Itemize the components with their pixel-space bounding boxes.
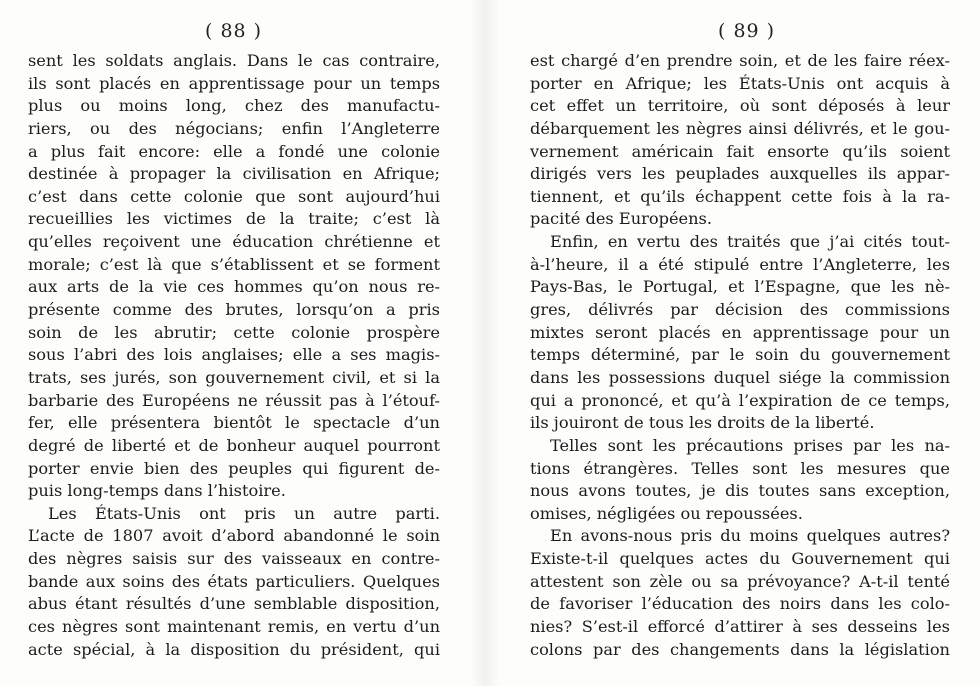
text-line: abus étant résultés d’une semblable disposition, [28,594,440,614]
text-line: dans les possessions duquel siége la commission [530,367,950,387]
text-line: gres, délivrés par décision des commissions [530,300,950,320]
text-line: recueillies les victimes de la traite; c’est là [28,209,440,229]
right-page-text [530,50,950,661]
text-line: a plus fait encore: elle a fondé une colonie [28,141,440,161]
text-line: porter envie bien des peuples qui figurent de- [28,458,440,478]
text-line: qu’elles reçoivent une éducation chrétienne et [28,232,440,252]
text-line: mixtes seront placés en apprentissage pour un [530,322,950,342]
text-line: sent les soldats anglais. Dans le cas contraire, [28,51,440,70]
text-line: colons par des changements dans la législation [530,639,950,659]
text-line: cet effet un territoire, où sont déposés à leur [530,96,950,116]
text-line: plus ou moins long, chez des manufactu- [28,96,440,116]
text-line: bande aux soins des états particuliers. Quelques [28,571,440,591]
page-number-88: ( 88 ) [205,20,263,42]
text-line: fer, elle présentera bientôt le spectacle d’un [28,413,440,433]
text-line: qui a prononcé, et qu’à l’expiration de ce temps, [530,390,950,410]
left-page [0,0,470,686]
text-line: tions étrangères. Telles sont les mesures que [530,458,950,478]
right-page [500,0,980,686]
text-line: dirigés vers les peuplades auxquelles ils appar- [530,164,950,184]
text-line: de favoriser l’éducation des noirs dans les colo- [530,594,950,614]
text-line: aux arts de la vie ces hommes qu’on nous re- [28,277,440,297]
text-line: nies? S’est-il efforcé d’attirer à ses desseins les [530,617,950,637]
text-line: nous avons toutes, je dis toutes sans exception, [530,481,950,501]
text-line: temps déterminé, par le soin du gouvernement [530,345,950,365]
paragraph-end-line: ils jouiront de tous les droits de la liberté. [530,413,875,433]
text-line: c’est dans cette colonie que sont aujourd’hui [28,186,440,206]
text-line: acte spécial, à la disposition du président, qui [28,639,440,659]
book-gutter [470,0,500,686]
text-line: des nègres saisis sur des vaisseaux en contre- [28,549,440,569]
text-line: débarquement les nègres ainsi délivrés, et le gou- [530,118,950,138]
paragraph-start-line: En avons-nous pris du moins quelques autres? [550,526,950,546]
paragraph-end-line: pacité des Européens. [530,209,713,229]
text-line: est chargé d’en prendre soin, et de les faire réex- [530,51,950,70]
left-page-text [28,50,440,661]
text-line: ils sont placés en apprentissage pour un temps [28,73,440,93]
text-line: présente comme des brutes, lorsqu’on a pris [28,300,440,320]
text-line: ces nègres sont maintenant remis, en vertu d’un [28,617,440,637]
text-line: trats, ses jurés, son gouvernement civil, et si la [28,367,440,387]
text-line: porter en Afrique; les États-Unis ont acquis à [530,73,950,93]
text-line: riers, ou des négocians; enfin l’Angleterre [28,118,440,138]
text-line: L’acte de 1807 avoit d’abord abandonné le soin [28,526,440,546]
text-line: morale; c’est là que s’établissent et se forment [28,254,440,274]
text-line: Pays-Bas, le Portugal, et l’Espagne, que les nè- [530,277,950,297]
page-number-89: ( 89 ) [718,20,776,42]
text-line: vernement américain fait ensorte qu’ils soient [530,141,950,161]
text-line: soin de les abrutir; cette colonie prospère [28,322,440,342]
text-line: tiennent, et qu’ils échappent cette fois à la ra- [530,186,950,206]
text-line: attestent son zèle ou sa prévoyance? A-t-il tenté [530,571,950,591]
text-line: sous l’abri des lois anglaises; elle a ses magis- [28,345,440,365]
paragraph-end-line: puis long-temps dans l’histoire. [28,481,286,501]
text-line: Existe-t-il quelques actes du Gouvernement qui [530,549,950,569]
paragraph-end-line: omises, négligées ou repoussées. [530,503,803,523]
text-line: degré de liberté et de bonheur auquel pourront [28,435,440,455]
paragraph-start-line: Telles sont les précautions prises par les na- [550,435,950,455]
text-line: destinée à propager la civilisation en Afrique; [28,164,440,184]
text-line: barbarie des Européens ne réussit pas à l’étouf- [28,390,440,410]
text-line: à-l’heure, il a été stipulé entre l’Angleterre, les [530,254,950,274]
paragraph-start-line: Les États-Unis ont pris un autre parti. [48,503,440,523]
paragraph-start-line: Enfin, en vertu des traités que j’ai cités tout- [550,232,950,252]
